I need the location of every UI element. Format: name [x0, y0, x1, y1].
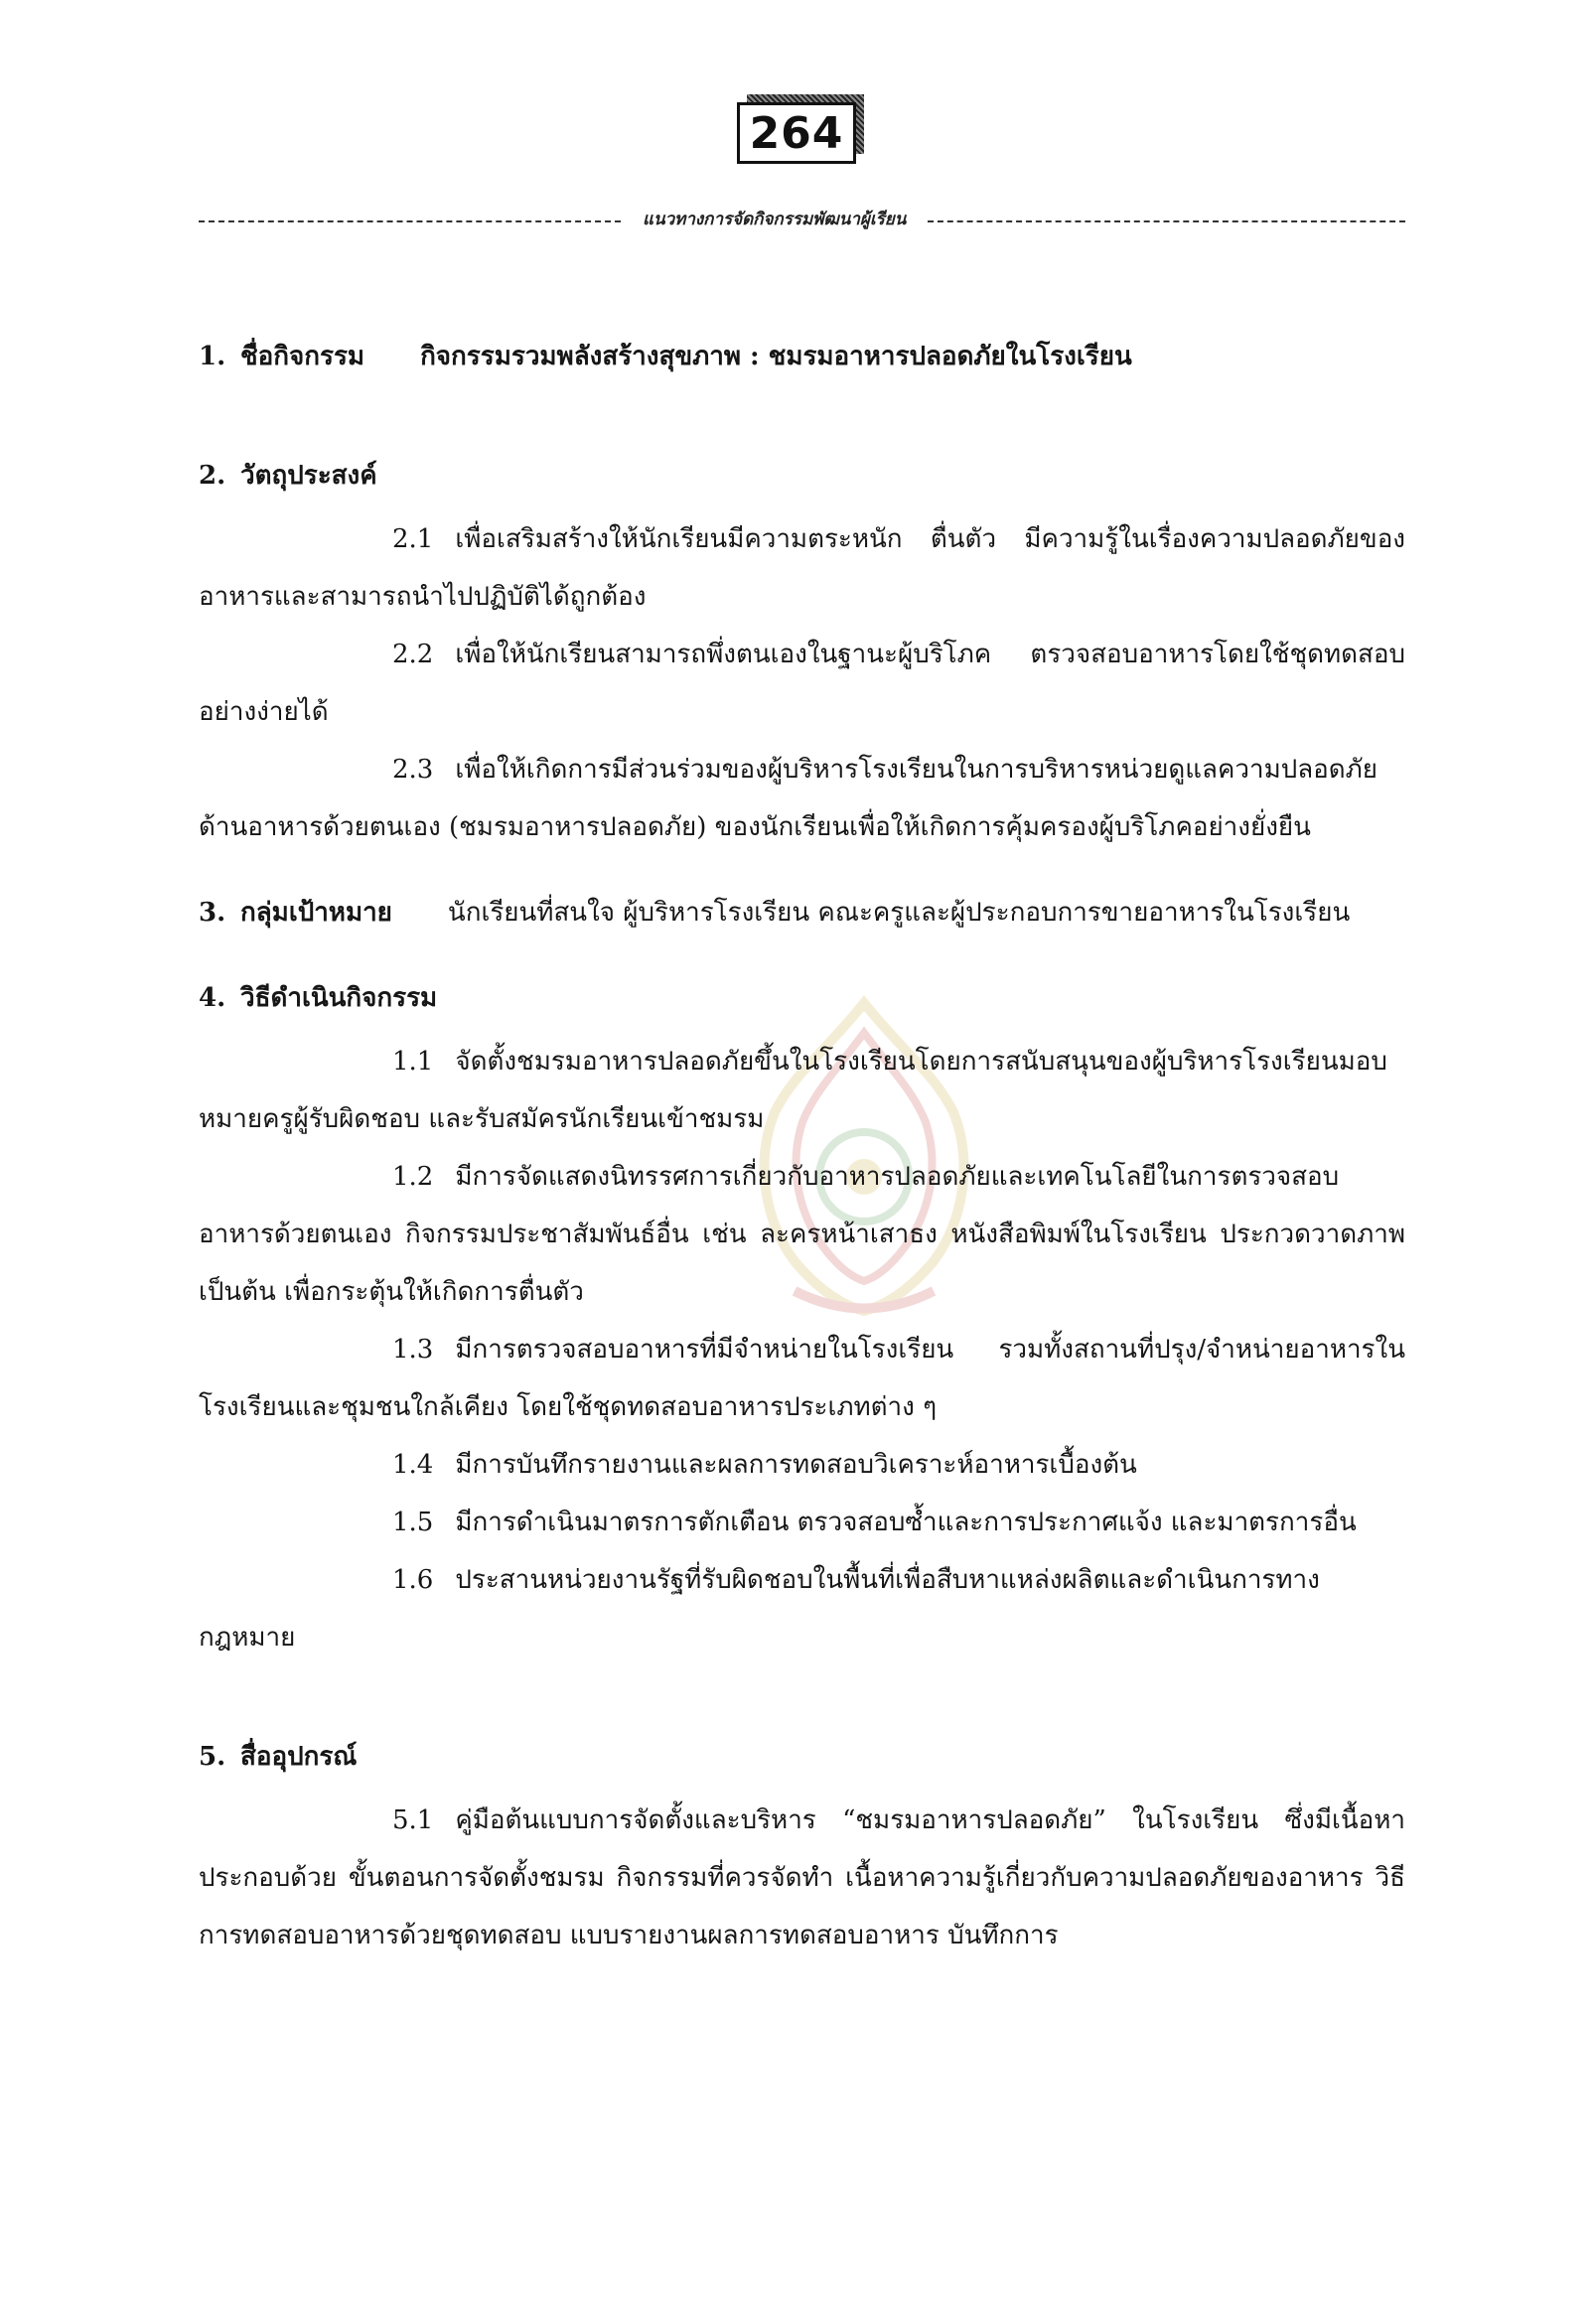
procedure-item: 1.5 มีการดำเนินมาตรการตักเตือน ตรวจสอบซ้ำและการประกาศแจ้ง และมาตรการอื่น [392, 1508, 1357, 1537]
section-procedure [199, 969, 1405, 1027]
running-header [199, 199, 1405, 238]
objective-item: 2.2 เพื่อให้นักเรียนสามารถพึ่งตนเองในฐานะผู้บริโภค ตรวจสอบอาหารโดยใช้ชุดทดสอบอย่างง่ายได้ [199, 640, 1405, 727]
procedure-item: 1.1 จัดตั้งชมรมอาหารปลอดภัยขึ้นในโรงเรียนโดยการสนับสนุนของผู้บริหารโรงเรียนมอบหมายครูผู้รับผิดชอบ และรับสมัครนักเรียนเข้าชมรม [199, 1047, 1387, 1134]
procedure-item: 1.4 มีการบันทึกรายงานและผลการทดสอบวิเคราะห์อาหารเบื้องต้น [392, 1450, 1137, 1480]
section-activity-name [199, 328, 1405, 385]
section-number: 4. [199, 983, 226, 1013]
header-rule-left [199, 220, 621, 222]
section-label: วัตถุประสงค์ [240, 461, 377, 491]
procedure-item: 1.3 มีการตรวจสอบอาหารที่มีจำหน่ายในโรงเรียน รวมทั้งสถานที่ปรุง/จำหน่ายอาหารใน โรงเรียนและชุมชนใกล้เคียง โดยใช้ชุดทดสอบอาหารประเภทต่าง ๆ [199, 1335, 1405, 1422]
section-materials [199, 1728, 1405, 1786]
objective-item: 2.3 เพื่อให้เกิดการมีส่วนร่วมของผู้บริหารโรงเรียนในการบริหารหน่วยดูแลความปลอดภัยด้านอาหารด้วยตนเอง (ชมรมอาหารปลอดภัย) ของนักเรียนเพื่อให้เกิดการคุ้มครองผู้บริโภคอย่างยั่งยืน [199, 755, 1378, 842]
section-label: วิธีดำเนินกิจกรรม [240, 983, 438, 1013]
section-number: 3. [199, 898, 226, 928]
section-label: ชื่อกิจกรรม [240, 342, 365, 371]
section-label: กลุ่มเป้าหมาย [240, 898, 392, 928]
procedure-item: 1.2 มีการจัดแสดงนิทรรศการเกี่ยวกับอาหารปลอดภัยและเทคโนโลยีในการตรวจสอบอาหารด้วยตนเอง กิจกรรมประชาสัมพันธ์อื่น เช่น ละครหน้าเสาธง หนังสือพิมพ์ในโรงเรียน ประกวดวาดภาพ เป็นต้น เพื่อกระตุ้นให้เกิดการตื่นตัว [199, 1162, 1405, 1307]
section-objectives [199, 447, 1405, 504]
activity-name-value: กิจกรรมรวมพลังสร้างสุขภาพ : ชมรมอาหารปลอดภัยในโรงเรียน [420, 342, 1132, 371]
page-number: 264 [737, 102, 856, 164]
section-number: 1. [199, 342, 226, 371]
section-label: สื่ออุปกรณ์ [240, 1742, 358, 1772]
running-header-title: แนวทางการจัดกิจกรรมพัฒนาผู้เรียน [643, 209, 907, 229]
header-rule-right [928, 220, 1405, 222]
target-group-value: นักเรียนที่สนใจ ผู้บริหารโรงเรียน คณะครูและผู้ประกอบการขายอาหารในโรงเรียน [447, 898, 1351, 928]
page-number-box [737, 102, 854, 162]
materials-item: 5.1 คู่มือต้นแบบการจัดตั้งและบริหาร “ชมรมอาหารปลอดภัย” ในโรงเรียน ซึ่งมีเนื้อหาประกอบด้วย ขั้นตอนการจัดตั้งชมรม กิจกรรมที่ควรจัดทำ เนื้อหาความรู้เกี่ยวกับความปลอดภัยของอาหาร วิธีการทดสอบอาหารด้วยชุดทดสอบ แบบรายงานผลการทดสอบอาหาร บันทึกการ [199, 1805, 1405, 1950]
document-body [199, 328, 1405, 1964]
section-number: 5. [199, 1742, 226, 1772]
section-target-group [199, 884, 1405, 941]
section-number: 2. [199, 461, 226, 491]
objective-item: 2.1 เพื่อเสริมสร้างให้นักเรียนมีความตระหนัก ตื่นตัว มีความรู้ในเรื่องความปลอดภัยของอาหารและสามารถนำไปปฏิบัติได้ถูกต้อง [199, 524, 1405, 612]
procedure-item: 1.6 ประสานหน่วยงานรัฐที่รับผิดชอบในพื้นที่เพื่อสืบหาแหล่งผลิตและดำเนินการทางกฎหมาย [199, 1565, 1320, 1653]
